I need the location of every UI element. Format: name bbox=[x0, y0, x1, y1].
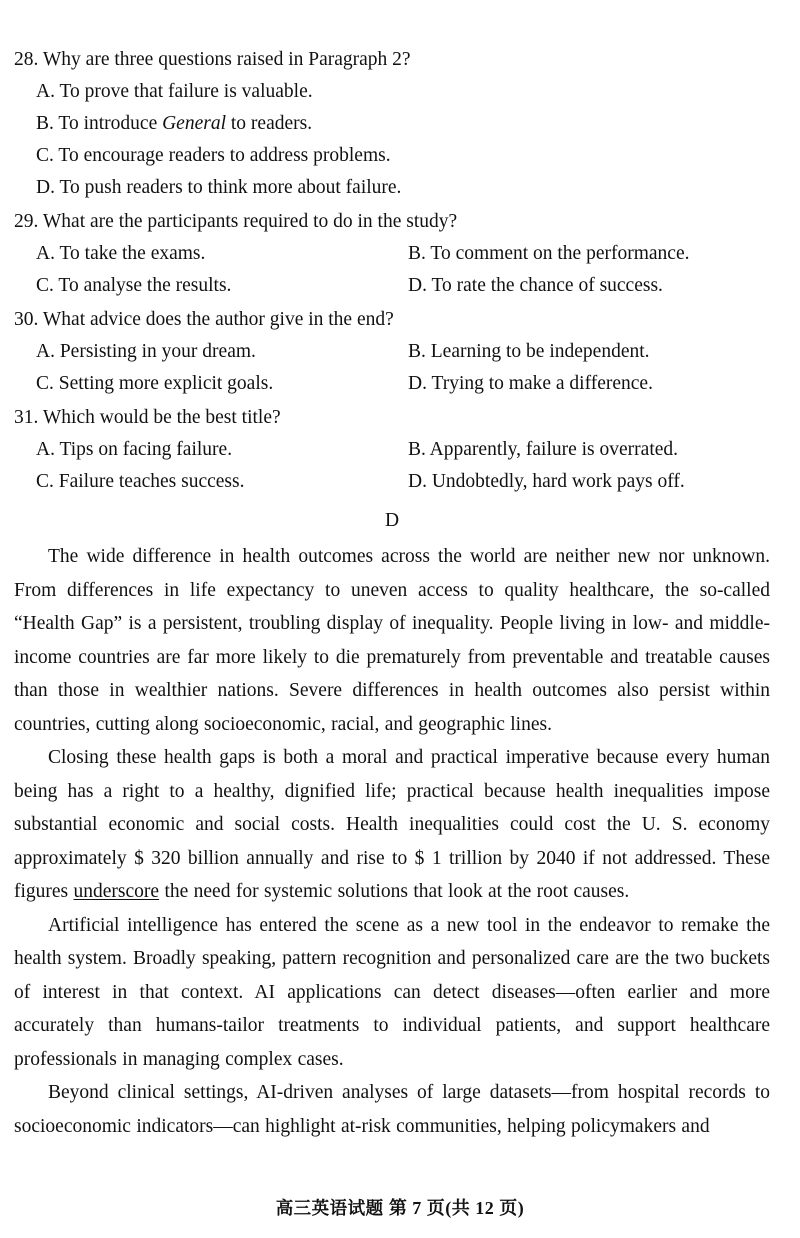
footer-page-number: 第 7 页(共 12 页) bbox=[388, 1198, 525, 1218]
page-footer bbox=[0, 1194, 800, 1220]
passage-paragraph-3 bbox=[14, 909, 770, 1077]
paragraph-text-part-2: the need for systemic solutions that look at the root causes. bbox=[159, 881, 630, 902]
question-29-option-a[interactable]: A. To take the exams. bbox=[36, 243, 206, 264]
option-post: to readers. bbox=[226, 113, 313, 134]
question-30 bbox=[14, 304, 770, 400]
option-label: D. To push readers to think more about failure. bbox=[36, 177, 402, 198]
option-pre: B. To introduce bbox=[36, 113, 163, 134]
question-29-option-d[interactable]: D. To rate the chance of success. bbox=[408, 275, 663, 296]
question-31-text: Which would be the best title? bbox=[42, 407, 281, 428]
question-28-number: 28. bbox=[14, 49, 39, 70]
question-28-option-b[interactable] bbox=[14, 108, 770, 140]
question-28-stem bbox=[14, 44, 770, 76]
section-letter: D bbox=[384, 510, 400, 531]
question-29-option-c[interactable]: C. To analyse the results. bbox=[36, 275, 232, 296]
footer-subject: 高三英语试题 bbox=[275, 1199, 384, 1219]
option-italic-term: General bbox=[162, 113, 226, 134]
question-28 bbox=[14, 44, 770, 204]
question-31 bbox=[14, 402, 770, 498]
question-29-options-row-1 bbox=[14, 238, 770, 270]
question-31-options-row-1 bbox=[14, 434, 770, 466]
passage-paragraph-4 bbox=[14, 1076, 770, 1143]
page-content bbox=[14, 44, 770, 1143]
paragraph-text-part-1: Closing these health gaps is both a moral and practical imperative because every human being has a right to a healthy, dignified life; practical because health inequalities impose substantial economic and social costs. Health inequalities could cost the U. S. economy approximately $ 320 billion annually and rise to $ 1 trillion by 2040 if not addressed. These figures bbox=[14, 747, 770, 902]
question-31-option-d[interactable]: D. Undobtedly, hard work pays off. bbox=[408, 471, 685, 492]
question-30-option-c[interactable]: C. Setting more explicit goals. bbox=[36, 373, 274, 394]
option-label: C. To encourage readers to address problems. bbox=[36, 145, 391, 166]
question-29-text: What are the participants required to do in the study? bbox=[42, 211, 458, 232]
question-30-text: What advice does the author give in the end? bbox=[42, 309, 394, 330]
question-30-option-b[interactable]: B. Learning to be independent. bbox=[408, 341, 650, 362]
question-29-option-b[interactable]: B. To comment on the performance. bbox=[408, 243, 690, 264]
option-label bbox=[36, 113, 312, 134]
paragraph-text: Artificial intelligence has entered the scene as a new tool in the endeavor to remake the health system. Broadly speaking, pattern recognition and personalized care are the two buckets of interest in that context. AI applications can detect diseases—often earlier and more accurately than humans-tailor treatments to individual patients, and support healthcare professionals in managing complex cases. bbox=[14, 914, 770, 1070]
question-28-text: Why are three questions raised in Paragraph 2? bbox=[42, 49, 411, 70]
paragraph-text: Beyond clinical settings, AI-driven analyses of large datasets—from hospital records to socioeconomic indicators—can highlight at-risk communities, helping policymakers and bbox=[14, 1082, 770, 1137]
question-31-option-c[interactable]: C. Failure teaches success. bbox=[36, 471, 245, 492]
question-30-option-a[interactable]: A. Persisting in your dream. bbox=[36, 341, 256, 362]
question-30-number: 30. bbox=[14, 309, 39, 330]
question-28-option-d[interactable] bbox=[14, 172, 770, 204]
question-31-stem bbox=[14, 402, 770, 434]
passage-paragraph-2 bbox=[14, 741, 770, 909]
question-29-number: 29. bbox=[14, 211, 39, 232]
question-30-stem bbox=[14, 304, 770, 336]
question-31-options-row-2 bbox=[14, 466, 770, 498]
question-31-number: 31. bbox=[14, 407, 39, 428]
question-31-option-b[interactable]: B. Apparently, failure is overrated. bbox=[408, 439, 679, 460]
question-29 bbox=[14, 206, 770, 302]
passage-paragraph-1 bbox=[14, 540, 770, 741]
question-30-options-row-1 bbox=[14, 336, 770, 368]
question-29-stem bbox=[14, 206, 770, 238]
question-30-option-d[interactable]: D. Trying to make a difference. bbox=[408, 373, 653, 394]
question-28-option-c[interactable] bbox=[14, 140, 770, 172]
option-label: A. To prove that failure is valuable. bbox=[36, 81, 313, 102]
question-29-options-row-2 bbox=[14, 270, 770, 302]
question-31-option-a[interactable]: A. Tips on facing failure. bbox=[36, 439, 233, 460]
underlined-word: underscore bbox=[73, 881, 160, 902]
question-30-options-row-2 bbox=[14, 368, 770, 400]
paragraph-text: The wide difference in health outcomes across the world are neither new nor unknown. From differences in life expectancy to uneven access to quality healthcare, the so-called “Health Gap” is a persistent, troubling display of inequality. People living in low- and middle-income countries are far more likely to die prematurely from preventable and treatable causes than those in wealthier nations. Severe differences in health outcomes also persist within countries, cutting along socioeconomic, racial, and geographic lines. bbox=[14, 546, 770, 735]
question-28-option-a[interactable] bbox=[14, 76, 770, 108]
